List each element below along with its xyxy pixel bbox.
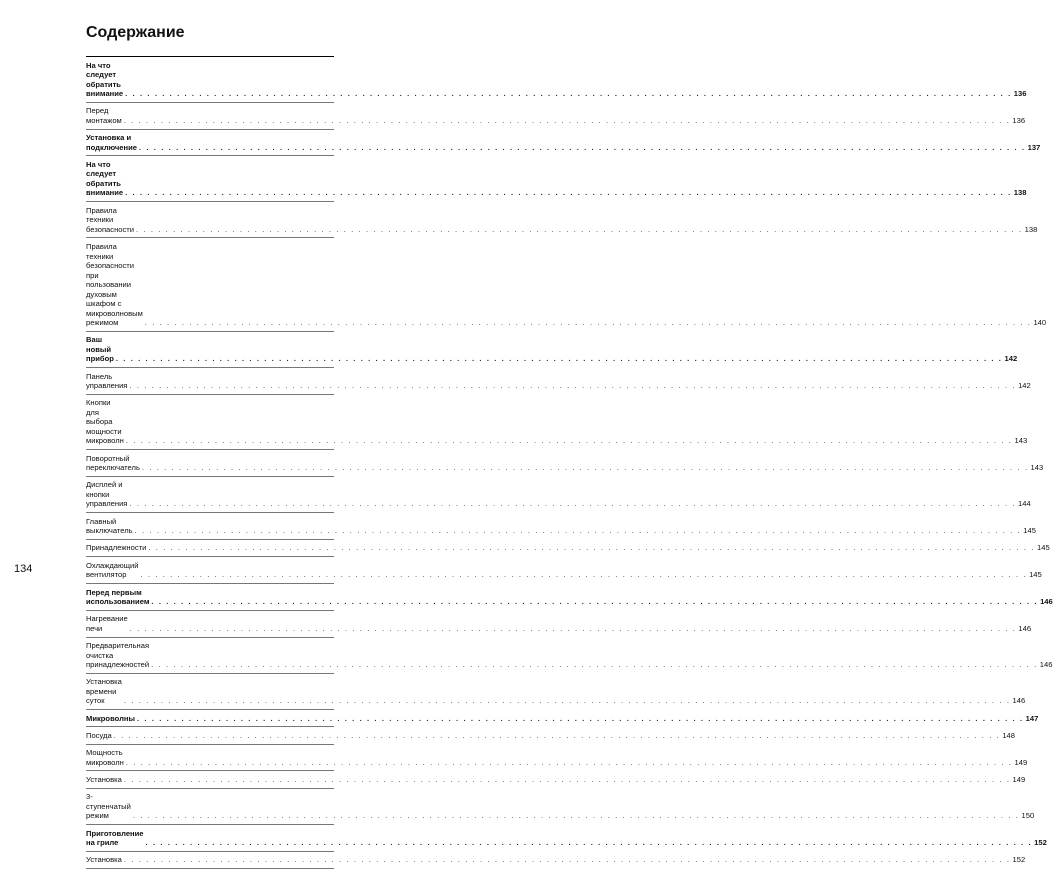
toc-entry-page: 146 [1012,696,1026,706]
toc-entry-label: Главный выключатель [86,516,133,536]
dot-leader: . . . . . . . . . . . . . . . . . . . . . . . . . . . . . . . . . . . . . . . . . . . . . . . . . . . . . . . . . . . . . . . . . . . . . . . . . . . . . . . . . . . . . . . . . . . . . . . . . . . . . . . . . . . . . . . . . . . . . . . . [145,838,1033,848]
toc-entry-label: Перед монтажом [86,106,122,125]
toc-entry-page: 144 [1018,499,1031,509]
toc-entry-label: Предварительная очистка принадлежностей [86,641,150,670]
toc-entry [86,771,1026,788]
toc-entry-page: 145 [1023,526,1036,536]
dot-leader: . . . . . . . . . . . . . . . . . . . . . . . . . . . . . . . . . . . . . . . . . . . . . . . . . . . . . . . . . . . . . . . . . . . . . . . . . . . . . . . . . . . . . . . . . . . . . . . . . . . . . . . . . . . . . . . . . . . . . . . . [151,597,1039,607]
toc-entry [86,477,1031,513]
toc-entry-page: 147 [1025,713,1039,723]
toc-entry-page: 150 [1021,811,1035,821]
page-number: 134 [14,563,33,575]
toc-entry [86,103,1026,130]
toc-entry-label: Охлаждающий вентилятор [86,560,139,580]
toc-entry-page: 145 [1029,570,1042,580]
table-of-contents [86,56,1053,869]
dot-leader: . . . . . . . . . . . . . . . . . . . . . . . . . . . . . . . . . . . . . . . . . . . . . . . . . . . . . . . . . . . . . . . . . . . . . . . . . . . . . . . . . . . . . . . . . . . . . . . . . . . . . . . . . . . . . . . . . . . . . . . . [138,142,1026,152]
toc-entry [86,584,1053,611]
dot-leader: . . . . . . . . . . . . . . . . . . . . . . . . . . . . . . . . . . . . . . . . . . . . . . . . . . . . . . . . . . . . . . . . . . . . . . . . . . . . . . . . . . . . . . . . . . . . . . . . . . . . . . . . . . . . . . . . . . . . . . . . [129,623,1017,633]
toc-entry [86,745,1028,772]
toc-entry-page: 145 [1037,543,1050,553]
toc-entry [86,638,1053,674]
toc-entry [86,57,1027,103]
toc-entry-label: Правила техники безопасности при пользовании духовым шкафом с микроволновым режимом [86,242,143,327]
dot-leader: . . . . . . . . . . . . . . . . . . . . . . . . . . . . . . . . . . . . . . . . . . . . . . . . . . . . . . . . . . . . . . . . . . . . . . . . . . . . . . . . . . . . . . . . . . . . . . . . . . . . . . . . . . . . . . . . . . . . . . . . [123,855,1011,865]
toc-entry-label: Мощность микроволн [86,748,124,767]
toc-entry-page: 142 [1004,354,1018,364]
dot-leader: . . . . . . . . . . . . . . . . . . . . . . . . . . . . . . . . . . . . . . . . . . . . . . . . . . . . . . . . . . . . . . . . . . . . . . . . . . . . . . . . . . . . . . . . . . . . . . . . . . . . . . . . . . . . . . . . . . . . . . . . [113,730,1001,740]
toc-entry [86,238,1047,331]
dot-leader: . . . . . . . . . . . . . . . . . . . . . . . . . . . . . . . . . . . . . . . . . . . . . . . . . . . . . . . . . . . . . . . . . . . . . . . . . . . . . . . . . . . . . . . . . . . . . . . . . . . . . . . . . . . . . . . . . . . . . . . . [148,543,1035,553]
toc-entry-page: 143 [1014,436,1028,446]
dot-leader: . . . . . . . . . . . . . . . . . . . . . . . . . . . . . . . . . . . . . . . . . . . . . . . . . . . . . . . . . . . . . . . . . . . . . . . . . . . . . . . . . . . . . . . . . . . . . . . . . . . . . . . . . . . . . . . . . . . . . . . . [125,89,1012,99]
toc-entry [86,513,1036,540]
dot-leader: . . . . . . . . . . . . . . . . . . . . . . . . . . . . . . . . . . . . . . . . . . . . . . . . . . . . . . . . . . . . . . . . . . . . . . . . . . . . . . . . . . . . . . . . . . . . . . . . . . . . . . . . . . . . . . . . . . . . . . . . [140,570,1028,580]
toc-entry [86,395,1028,450]
toc-entry-label: Ваш новый прибор [86,335,114,364]
toc-entry-label: Установка времени суток [86,677,122,706]
toc-entry-page: 136 [1012,115,1026,125]
dot-leader: . . . . . . . . . . . . . . . . . . . . . . . . . . . . . . . . . . . . . . . . . . . . . . . . . . . . . . . . . . . . . . . . . . . . . . . . . . . . . . . . . . . . . . . . . . . . . . . . . . . . . . . . . . . . . . . . . . . . . . . . [134,526,1022,536]
toc-entry-label: На что следует обратить внимание [86,60,124,99]
toc-entry [86,557,1042,584]
toc-entry-page: 138 [1024,224,1038,234]
toc-entry [86,368,1031,395]
toc-entry [86,540,1050,557]
dot-leader: . . . . . . . . . . . . . . . . . . . . . . . . . . . . . . . . . . . . . . . . . . . . . . . . . . . . . . . . . . . . . . . . . . . . . . . . . . . . . . . . . . . . . . . . . . . . . . . . . . . . . . . . . . . . . . . . . . . . . . . . [115,354,1003,364]
toc-entry [86,156,1027,202]
toc-entry [86,825,1047,852]
toc-entry-label: Кнопки для выбора мощности микроволн [86,398,124,446]
toc-entry-page: 138 [1013,188,1027,198]
toc-entry-label: Панель управления [86,371,128,391]
toc-entry [86,332,1018,368]
dot-leader: . . . . . . . . . . . . . . . . . . . . . . . . . . . . . . . . . . . . . . . . . . . . . . . . . . . . . . . . . . . . . . . . . . . . . . . . . . . . . . . . . . . . . . . . . . . . . . . . . . . . . . . . . . . . . . . . . . . . . . . . [123,775,1011,784]
dot-leader: . . . . . . . . . . . . . . . . . . . . . . . . . . . . . . . . . . . . . . . . . . . . . . . . . . . . . . . . . . . . . . . . . . . . . . . . . . . . . . . . . . . . . . . . . . . . . . . . . . . . . . . . . . . . . . . . . . . . . . . . [125,757,1013,767]
dot-leader: . . . . . . . . . . . . . . . . . . . . . . . . . . . . . . . . . . . . . . . . . . . . . . . . . . . . . . . . . . . . . . . . . . . . . . . . . . . . . . . . . . . . . . . . . . . . . . . . . . . . . . . . . . . . . . . . . . . . . . . . [151,660,1038,670]
toc-entry [86,727,1015,744]
dot-leader: . . . . . . . . . . . . . . . . . . . . . . . . . . . . . . . . . . . . . . . . . . . . . . . . . . . . . . . . . . . . . . . . . . . . . . . . . . . . . . . . . . . . . . . . . . . . . . . . . . . . . . . . . . . . . . . . . . . . . . . . [141,463,1029,473]
toc-entry-label: Установка [86,775,122,784]
toc-entry-label: Поворотный переключатель [86,453,140,473]
dot-leader: . . . . . . . . . . . . . . . . . . . . . . . . . . . . . . . . . . . . . . . . . . . . . . . . . . . . . . . . . . . . . . . . . . . . . . . . . . . . . . . . . . . . . . . . . . . . . . . . . . . . . . . . . . . . . . . . . . . . . . . . [144,318,1032,327]
toc-entry [86,202,1038,238]
toc-entry [86,789,1035,825]
dot-leader: . . . . . . . . . . . . . . . . . . . . . . . . . . . . . . . . . . . . . . . . . . . . . . . . . . . . . . . . . . . . . . . . . . . . . . . . . . . . . . . . . . . . . . . . . . . . . . . . . . . . . . . . . . . . . . . . . . . . . . . . [129,381,1017,391]
dot-leader: . . . . . . . . . . . . . . . . . . . . . . . . . . . . . . . . . . . . . . . . . . . . . . . . . . . . . . . . . . . . . . . . . . . . . . . . . . . . . . . . . . . . . . . . . . . . . . . . . . . . . . . . . . . . . . . . . . . . . . . . [136,224,1023,234]
toc-entry-page: 142 [1018,381,1031,391]
toc-entry-label: Нагревание печи [86,614,128,633]
toc-entry [86,611,1032,638]
toc-entry [86,450,1044,477]
toc-entry-page: 146 [1040,597,1053,607]
toc-entry-page: 152 [1012,855,1026,865]
toc-entry [86,674,1026,710]
dot-leader: . . . . . . . . . . . . . . . . . . . . . . . . . . . . . . . . . . . . . . . . . . . . . . . . . . . . . . . . . . . . . . . . . . . . . . . . . . . . . . . . . . . . . . . . . . . . . . . . . . . . . . . . . . . . . . . . . . . . . . . . [125,436,1013,446]
toc-entry-page: 136 [1013,89,1027,99]
dot-leader: . . . . . . . . . . . . . . . . . . . . . . . . . . . . . . . . . . . . . . . . . . . . . . . . . . . . . . . . . . . . . . . . . . . . . . . . . . . . . . . . . . . . . . . . . . . . . . . . . . . . . . . . . . . . . . . . . . . . . . . . [137,713,1024,723]
toc-entry [86,710,1039,727]
page-title: Содержание [86,24,185,41]
toc-entry-page: 149 [1012,775,1026,784]
toc-entry-label: Правила техники безопасности [86,205,135,234]
toc-entry-label: На что следует обратить внимание [86,159,124,198]
toc-entry-page: 140 [1033,318,1047,327]
toc-entry-label: Приготовление на гриле [86,828,144,848]
toc-entry-page: 137 [1027,142,1041,152]
toc-entry-page: 148 [1002,730,1015,740]
dot-leader: . . . . . . . . . . . . . . . . . . . . . . . . . . . . . . . . . . . . . . . . . . . . . . . . . . . . . . . . . . . . . . . . . . . . . . . . . . . . . . . . . . . . . . . . . . . . . . . . . . . . . . . . . . . . . . . . . . . . . . . . [123,696,1011,706]
dot-leader: . . . . . . . . . . . . . . . . . . . . . . . . . . . . . . . . . . . . . . . . . . . . . . . . . . . . . . . . . . . . . . . . . . . . . . . . . . . . . . . . . . . . . . . . . . . . . . . . . . . . . . . . . . . . . . . . . . . . . . . . [125,188,1012,198]
toc-entry-label: Установка [86,855,122,865]
dot-leader: . . . . . . . . . . . . . . . . . . . . . . . . . . . . . . . . . . . . . . . . . . . . . . . . . . . . . . . . . . . . . . . . . . . . . . . . . . . . . . . . . . . . . . . . . . . . . . . . . . . . . . . . . . . . . . . . . . . . . . . . [129,499,1017,509]
toc-entry [86,130,1041,157]
toc-entry-page: 146 [1039,660,1053,670]
toc-entry-page: 143 [1030,463,1044,473]
toc-entry-page: 149 [1014,757,1028,767]
dot-leader: . . . . . . . . . . . . . . . . . . . . . . . . . . . . . . . . . . . . . . . . . . . . . . . . . . . . . . . . . . . . . . . . . . . . . . . . . . . . . . . . . . . . . . . . . . . . . . . . . . . . . . . . . . . . . . . . . . . . . . . . [123,115,1011,125]
toc-entry-label: Микроволны [86,713,135,723]
toc-entry-label: Установка и подключение [86,133,137,152]
toc-entry-label: Дисплей и кнопки управления [86,480,128,509]
toc-entry-label: Перед первым использованием [86,587,150,607]
toc-entry-label: Принадлежности [86,543,147,553]
toc-entry-page: 152 [1034,838,1047,848]
toc-entry-label: Посуда [86,730,112,740]
toc-entry [86,852,1026,869]
toc-entry-page: 146 [1018,623,1032,633]
dot-leader: . . . . . . . . . . . . . . . . . . . . . . . . . . . . . . . . . . . . . . . . . . . . . . . . . . . . . . . . . . . . . . . . . . . . . . . . . . . . . . . . . . . . . . . . . . . . . . . . . . . . . . . . . . . . . . . . . . . . . . . . [132,811,1020,821]
toc-entry-label: 3-ступенчатый режим [86,792,131,821]
